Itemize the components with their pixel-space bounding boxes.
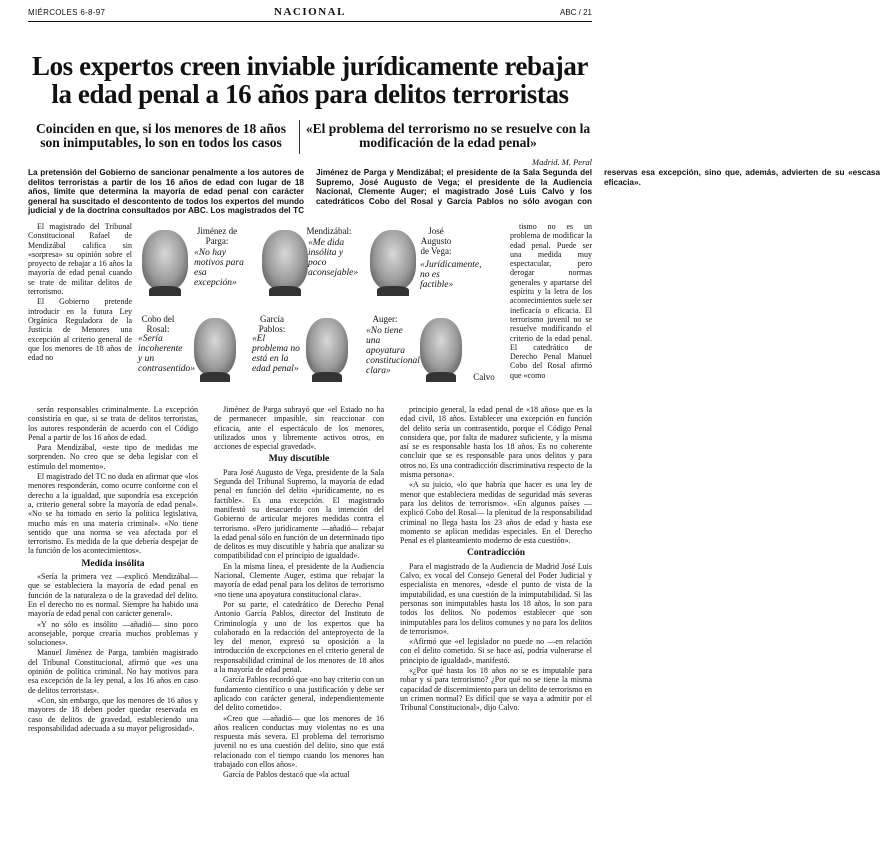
portrait-jimenez-de-parga	[142, 230, 188, 290]
portrait-mendizabal	[262, 230, 308, 290]
portrait-name: Cobo del Rosal:	[141, 314, 175, 334]
portrait-garcia-pablos	[306, 318, 348, 376]
paragraph: En la misma línea, el presidente de la Audiencia Nacional, Clemente Auger, estima que rebajar la mayoría de edad penal para los delitos de terrorismo «no tiene una apoyatura constitucional clara».	[214, 561, 384, 599]
paragraph: García de Pablos destacó que «la actual	[223, 770, 350, 780]
paragraph: «¿Por qué hasta los 18 años no se es imputable para robar y sí para terrorismo? ¿Por qué no se tiene la misma capacidad de discernimiento para un delito de terrorismo en un crimen normal? Es difícil que se vaya a admitir por el Tribunal Constitucional», dijo Calvo.	[400, 666, 592, 713]
portrait-name: Mendizábal:	[306, 226, 352, 236]
paragraph: El magistrado del Tribunal Constitucional Rafael de Mendizábal califica sin «sorpresa» su opinión sobre el proyecto de rebajar a 16 años la mayoría de edad penal cuando se trate de militar delitos de terrorismo.	[28, 222, 132, 297]
portrait-name: Auger:	[372, 314, 398, 324]
subhead-right: «El problema del terrorismo no se resuelve con la modificación de la edad penal»	[305, 121, 591, 150]
portrait-panel	[134, 222, 508, 402]
paragraph: «Con, sin embargo, que los menores de 16 años y mayores de 18 deben poder quedar reservada en caso de delitos de gravedad, estableciendo una responsabilidad adecuada a su mayor peligrosidad».	[28, 695, 198, 733]
portrait-name: Calvo	[473, 372, 495, 382]
paragraph: Para el magistrado de la Audiencia de Madrid José Luis Calvo, ex vocal del Consejo General del Poder Judicial y especialista en menores, «desde el punto de vista de la imputabilidad, es una cuestión de la inimputabilidad. Si las personas son inimputables hasta los 18 años, lo son para todos los delitos. No podemos establecer que son inimputables para los delitos comunes y no para los delitos de terrorismo».	[400, 561, 592, 636]
paragraph: Jiménez de Parga subrayó que «el Estado no ha de permanecer impasible, sin reaccionar con eficacia, ante el espectáculo de los menores, utilizados unos y libremente activos otros, en acciones de especial gravedad».	[214, 405, 384, 452]
section-subhead: Medida insólita	[81, 558, 145, 569]
section-subhead: Muy discutible	[268, 454, 330, 465]
portrait-quote: «Me dida insólita y poco aconsejable»	[308, 238, 359, 278]
paragraph: El magistrado del TC no duda en afirmar que «los menores responderán, como ocurre conforme con el derecho a la igualdad, que supondría esa excepción a, criterio general sobre la mayoría de edad penal». «No se ha tomado en serio la política legislativa, mucho más en una materia criminal». «No tiene sentido que una norma se vea afectada por el terrorismo. Es medida de la que debería despejar de la función de los acontecimientos».	[28, 472, 198, 556]
column-4-top	[510, 222, 592, 405]
portrait-auger	[420, 318, 462, 376]
portrait-cobo-del-rosal	[194, 318, 236, 376]
paragraph: tismo no es un problema de modificar la edad penal. Puede ser una medida muy espectacular, pero derogar normas generales y apartarse del espíritu y la letra de los acontecimientos suele ser ineficacia o eficacia. El terrorismo juvenil no se resuelve modificando el criterio de la edad penal. El catedrático de Derecho Penal Manuel Cobo del Rosal afirmó que «como	[510, 222, 592, 380]
paragraph: «Sería la primera vez —explicó Mendizábal— que se estableciera la mayoría de edad penal en función de la naturaleza o de la gravedad del delito. En el derecho no es normal. Siempre ha habido una mayoría de edad penal con carácter general».	[28, 572, 198, 619]
paragraph: «Y no sólo es insólito —añadió— sino poco aconsejable, porque crearía muchos problemas y soluciones».	[28, 619, 198, 648]
portrait-name: García Pablos:	[258, 314, 286, 334]
subhead-left: Coinciden en que, si los menores de 18 años son inimputables, lo son en todos los casos	[36, 121, 286, 150]
headline: Los expertos creen inviable jurídicamente rebajar la edad penal a 16 años para delitos terroristas	[31, 51, 589, 109]
section-subhead: Contradicción	[466, 548, 526, 559]
byline: Madrid. M. Peral	[532, 157, 592, 167]
portrait-quote: «No hay motivos para esa excepción»	[194, 248, 244, 288]
portrait-jose-augusto-de-vega	[370, 230, 416, 290]
paragraph: «Creo que —añadió— que los menores de 16 años realicen conductas muy violentas no es una respuesta más severa. El problema del terrorismo juvenil no es una cuestión del delito, sino que está relacionado con el tiempo cuando los menores han trabajado con ellos años».	[214, 713, 384, 769]
portrait-name: Jiménez de Parga:	[196, 226, 238, 246]
column-1	[28, 405, 198, 825]
column-divider	[299, 120, 300, 154]
paragraph: Para Mendizábal, «este tipo de medidas me sorprenden. No creo que se deba legislar con el estímulo del momento».	[28, 443, 198, 471]
paragraph: Para José Augusto de Vega, presidente de la Sala Segunda del Tribunal Supremo, la mayoría de edad penal en función del delito «jurídicamente, no es factible». Es una excepción. El magistrado manifestó su desacuerdo con la intención del Gobierno de articular mejores medidas contra el terrorismo. «Pero jurídicamente —añadió— rebajar la edad penal sólo en función de un determinado tipo de delitos es muy discutible y habría que analizar su compatibilidad con el principio de igualdad».	[214, 467, 384, 561]
paragraph: principio general, la edad penal de «18 años» que es la edad civil, 18 años. Establecer una excepción en función del delito sería un contrasentido, porque el Código Penal considera que, por falta de madurez suficiente, y la misma así se es responsable hasta los 18 años. Es no coherente concluir que se es responsable para unos delitos y para otros no. Es una contradicción discriminativa respecto de la misma persona».	[400, 405, 592, 480]
column-3	[400, 405, 592, 825]
portrait-name: José Augusto de Vega:	[420, 226, 452, 256]
page-number: ABC / 21	[559, 8, 592, 17]
paragraph: Manuel Jiménez de Parga, también magistrado del Tribunal Constitucional, afirmó que «es una opinión de política criminal. No hay motivos para esa excepción de la ley penal, a los 16 años en caso de delitos terroristas».	[28, 648, 198, 695]
section-name: NACIONAL	[274, 6, 346, 18]
column-1-top	[28, 222, 132, 405]
portrait-quote: «No tiene una apoyatura constitucional clara»	[366, 326, 420, 376]
paragraph: El Gobierno pretende introducir en la futura Ley Orgánica Reguladora de la Justicia de Menores una excepción al criterio general de que los menores de 18 años de edad no	[28, 297, 132, 363]
column-2	[214, 405, 384, 825]
page-header	[28, 6, 592, 22]
paragraph: «A su juicio, «lo que habría que hacer es una ley de menor que estableciera medidas de seguridad más severas para los delitos de terrorismo». «En algunos países —explicó Cobo del Rosal— la plenitud de la responsabilidad criminal no llega hasta los 23 años de edad y hasta ese momento se aplican medidas especiales. En el Derecho Penal es el planteamiento moderno de esta cuestión».	[400, 480, 592, 546]
paragraph: «Afirmó que «el legislador no puede no —en relación con el delito cometido. Si se hace así, podría vulnerarse el principio de igualdad», manifestó.	[400, 637, 592, 665]
issue-date: MIÉRCOLES 6-8-97	[28, 8, 106, 17]
portrait-quote: «El problema no está en la edad penal»	[252, 334, 300, 374]
paragraph: serán responsables criminalmente. La excepción consistiría en que, si se trata de delitos terroristas, los autores responderán de acuerdo con el Código Penal a partir de los 16 años de edad.	[28, 405, 198, 442]
portrait-quote: «Sería incoherente y un contrasentido»	[138, 334, 195, 374]
portrait-quote: «Jurídicamente, no es factible»	[420, 260, 482, 290]
paragraph: García Pablos recordó que «no hay criterio con un fundamento científico o una justificación y debe ser aplicado con carácter general, independientemente del delito cometido».	[214, 675, 384, 713]
lead-paragraph: La pretensión del Gobierno de sancionar penalmente a los autores de delitos terroristas a partir de los 16 años de edad con lugar de 18 años, límite que determina la mayoría de edad penal con carácter general ha suscitado el descontento de todos los expertos del mundo judicial y de la doctrina consultados por ABC. Los magistrados del TC Jiménez de Parga y Mendizábal; el presidente de la Sala Segunda del Supremo, José Augusto de Vega; el presidente de la Audiencia Nacional, Clemente Auger; el magistrado José Luis Calvo y los catedráticos Cobo del Rosal y García Pablos no sólo avogan con reservas esa excepción, sino que, además, advierten de su «escasa eficacia».	[28, 168, 880, 216]
paragraph: Por su parte, el catedrático de Derecho Penal Antonio García Pablos, director del Instituto de Criminología y uno de los expertos que ha colaborado en la redacción del anteproyecto de la ley del menor, expresó su oposición a la introducción de excepciones en el criterio general de responsabilidad criminal de los menores de 18 años a la mayoría de edad penal.	[214, 599, 384, 675]
